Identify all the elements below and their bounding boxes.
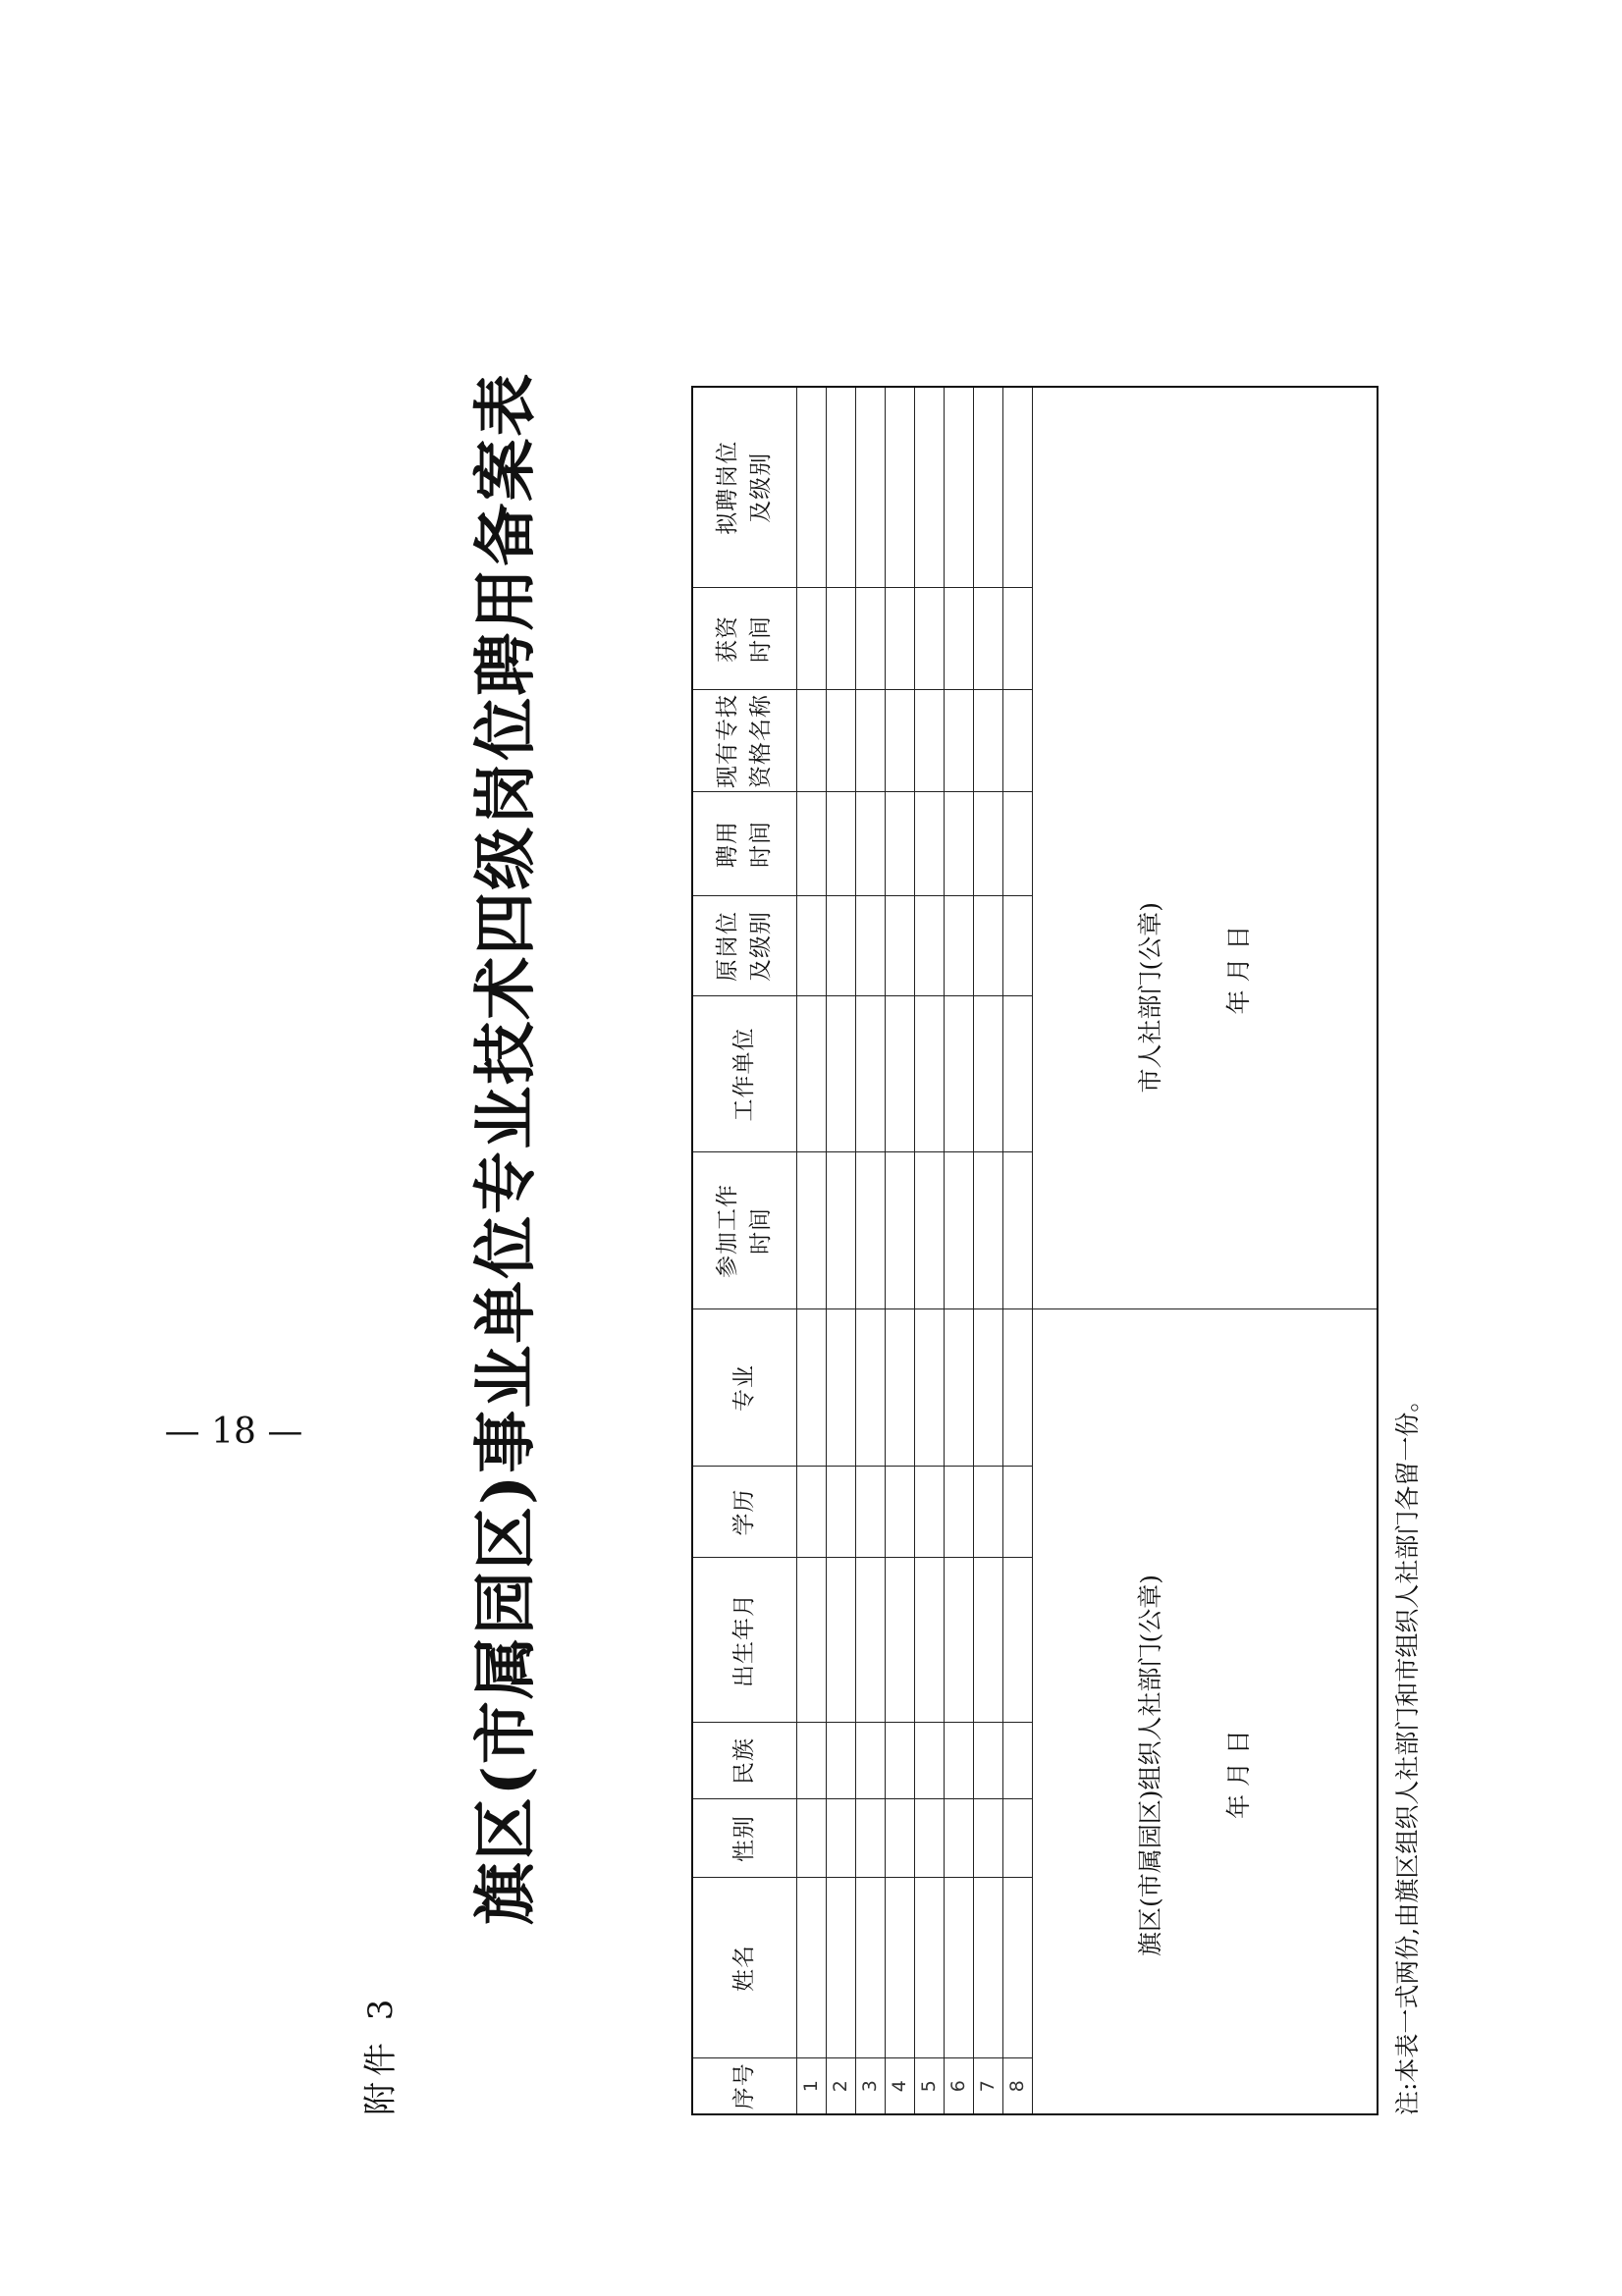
blank-cell — [973, 896, 1002, 996]
blank-cell — [885, 588, 914, 690]
blank-cell — [973, 1558, 1002, 1723]
header-education: 学历 — [692, 1467, 796, 1558]
blank-cell — [885, 1309, 914, 1467]
header-qual-time-line1: 获资 — [715, 615, 741, 663]
header-name: 姓名 — [692, 1878, 796, 2058]
blank-cell — [826, 588, 855, 690]
header-qual-name — [692, 690, 796, 792]
blank-cell — [914, 690, 944, 792]
blank-cell — [885, 387, 914, 588]
blank-cell — [1002, 1558, 1032, 1723]
blank-cell — [914, 1799, 944, 1878]
blank-cell — [1002, 1878, 1032, 2058]
blank-cell — [944, 588, 973, 690]
blank-cell — [826, 387, 855, 588]
blank-cell — [855, 690, 885, 792]
header-orig-post-line1: 原岗位 — [715, 911, 741, 982]
blank-cell — [855, 1878, 885, 2058]
blank-cell — [826, 996, 855, 1152]
row-number: 2 — [826, 2058, 855, 2114]
table-row — [1002, 387, 1032, 2114]
blank-cell — [944, 1723, 973, 1799]
blank-cell — [796, 996, 826, 1152]
blank-cell — [1002, 896, 1032, 996]
blank-cell — [796, 896, 826, 996]
blank-cell — [826, 1152, 855, 1309]
blank-cell — [826, 1309, 855, 1467]
blank-cell — [944, 690, 973, 792]
blank-cell — [973, 1467, 1002, 1558]
table-row — [855, 387, 885, 2114]
blank-cell — [914, 588, 944, 690]
header-seq: 序号 — [692, 2058, 796, 2114]
blank-cell — [914, 1723, 944, 1799]
blank-cell — [944, 1558, 973, 1723]
blank-cell — [973, 1799, 1002, 1878]
blank-cell — [855, 1309, 885, 1467]
row-number: 6 — [944, 2058, 973, 2114]
row-number: 5 — [914, 2058, 944, 2114]
blank-cell — [885, 1723, 914, 1799]
header-hire-time — [692, 792, 796, 896]
header-work-start-line1: 参加工作 — [715, 1184, 741, 1278]
blank-cell — [914, 1152, 944, 1309]
blank-cell — [973, 588, 1002, 690]
blank-cell — [1002, 387, 1032, 588]
blank-cell — [973, 996, 1002, 1152]
left-signature-unit: 旗区(市属园区)组织人社部门(公章) — [1135, 1574, 1164, 1956]
row-number: 1 — [796, 2058, 826, 2114]
blank-cell — [826, 1878, 855, 2058]
blank-cell — [855, 1152, 885, 1309]
blank-cell — [796, 1309, 826, 1467]
header-hire-time-line1: 聘用 — [715, 821, 741, 868]
rotated-form-sheet — [348, 133, 1422, 2164]
blank-cell — [885, 1878, 914, 2058]
blank-cell — [796, 1558, 826, 1723]
blank-cell — [796, 1878, 826, 2058]
row-number: 7 — [973, 2058, 1002, 2114]
blank-cell — [973, 1152, 1002, 1309]
header-work-start-line2: 时间 — [748, 1207, 775, 1255]
form-title: 旗区(市属园区)事业单位专业技术四级岗位聘用备案表 — [469, 371, 543, 1926]
header-qual-time-line2: 时间 — [748, 615, 775, 663]
table-body — [796, 387, 1032, 2114]
blank-cell — [944, 1878, 973, 2058]
signature-row — [1032, 387, 1378, 2114]
blank-cell — [944, 1799, 973, 1878]
header-work-start — [692, 1152, 796, 1309]
blank-cell — [855, 387, 885, 588]
table-row — [885, 387, 914, 2114]
table-row — [826, 387, 855, 2114]
blank-cell — [826, 1467, 855, 1558]
blank-cell — [914, 1878, 944, 2058]
blank-cell — [855, 792, 885, 896]
right-signature-unit: 市人社部门(公章) — [1135, 901, 1164, 1094]
header-target-post — [692, 387, 796, 588]
header-qual-name-line2: 资格名称 — [748, 694, 775, 788]
blank-cell — [855, 1558, 885, 1723]
blank-cell — [1002, 1723, 1032, 1799]
blank-cell — [914, 792, 944, 896]
blank-cell — [855, 588, 885, 690]
table-row — [796, 387, 826, 2114]
table-row — [914, 387, 944, 2114]
blank-cell — [826, 1723, 855, 1799]
header-birth: 出生年月 — [692, 1558, 796, 1723]
registration-table — [691, 386, 1379, 2115]
header-gender: 性别 — [692, 1799, 796, 1878]
header-major: 专业 — [692, 1309, 796, 1467]
blank-cell — [885, 1467, 914, 1558]
header-target-post-line2: 及级别 — [748, 452, 775, 523]
blank-cell — [944, 1152, 973, 1309]
blank-cell — [826, 792, 855, 896]
blank-cell — [1002, 1152, 1032, 1309]
blank-cell — [855, 1723, 885, 1799]
row-number: 4 — [885, 2058, 914, 2114]
blank-cell — [1002, 588, 1032, 690]
blank-cell — [855, 1799, 885, 1878]
blank-cell — [944, 792, 973, 896]
blank-cell — [914, 1558, 944, 1723]
blank-cell — [914, 387, 944, 588]
header-row — [692, 387, 796, 2114]
blank-cell — [973, 792, 1002, 896]
blank-cell — [885, 896, 914, 996]
blank-cell — [973, 1309, 1002, 1467]
right-signature-cell — [1032, 387, 1378, 1309]
left-signature-date: 年 月 日 — [1223, 1730, 1253, 1819]
blank-cell — [914, 1309, 944, 1467]
blank-cell — [885, 690, 914, 792]
blank-cell — [1002, 996, 1032, 1152]
blank-cell — [796, 387, 826, 588]
blank-cell — [796, 1152, 826, 1309]
blank-cell — [944, 387, 973, 588]
blank-cell — [1002, 1309, 1032, 1467]
blank-cell — [914, 896, 944, 996]
blank-cell — [826, 690, 855, 792]
blank-cell — [944, 996, 973, 1152]
blank-cell — [885, 996, 914, 1152]
right-signature-date: 年 月 日 — [1223, 925, 1253, 1015]
blank-cell — [1002, 1799, 1032, 1878]
blank-cell — [855, 1467, 885, 1558]
blank-cell — [885, 1558, 914, 1723]
header-qual-name-line1: 现有专技 — [715, 694, 741, 788]
header-orig-post — [692, 896, 796, 996]
blank-cell — [1002, 1467, 1032, 1558]
row-number: 3 — [855, 2058, 885, 2114]
blank-cell — [973, 1878, 1002, 2058]
attachment-label: 附件 3 — [361, 1993, 401, 2115]
blank-cell — [796, 1467, 826, 1558]
blank-cell — [885, 1152, 914, 1309]
blank-cell — [796, 1799, 826, 1878]
header-hire-time-line2: 时间 — [748, 821, 775, 868]
blank-cell — [796, 690, 826, 792]
blank-cell — [1002, 690, 1032, 792]
header-unit: 工作单位 — [692, 996, 796, 1152]
blank-cell — [944, 896, 973, 996]
blank-cell — [914, 996, 944, 1152]
blank-cell — [826, 1799, 855, 1878]
blank-cell — [1002, 792, 1032, 896]
blank-cell — [973, 1723, 1002, 1799]
header-ethnicity: 民族 — [692, 1723, 796, 1799]
blank-cell — [796, 588, 826, 690]
blank-cell — [973, 690, 1002, 792]
blank-cell — [826, 1558, 855, 1723]
blank-cell — [826, 896, 855, 996]
header-qual-time — [692, 588, 796, 690]
blank-cell — [944, 1309, 973, 1467]
blank-cell — [944, 1467, 973, 1558]
header-orig-post-line2: 及级别 — [748, 911, 775, 982]
left-signature-cell — [1032, 1309, 1378, 2114]
footnote: 注:本表一式两份,由旗区组织人社部门和市组织人社部门各留一份。 — [1393, 1387, 1422, 2115]
blank-cell — [914, 1467, 944, 1558]
table-row — [944, 387, 973, 2114]
page-number: — 18 — — [164, 1412, 303, 1452]
header-target-post-line1: 拟聘岗位 — [715, 440, 741, 535]
row-number: 8 — [1002, 2058, 1032, 2114]
blank-cell — [855, 896, 885, 996]
blank-cell — [973, 387, 1002, 588]
blank-cell — [796, 792, 826, 896]
blank-cell — [796, 1723, 826, 1799]
blank-cell — [885, 792, 914, 896]
blank-cell — [885, 1799, 914, 1878]
table-row — [973, 387, 1002, 2114]
blank-cell — [855, 996, 885, 1152]
